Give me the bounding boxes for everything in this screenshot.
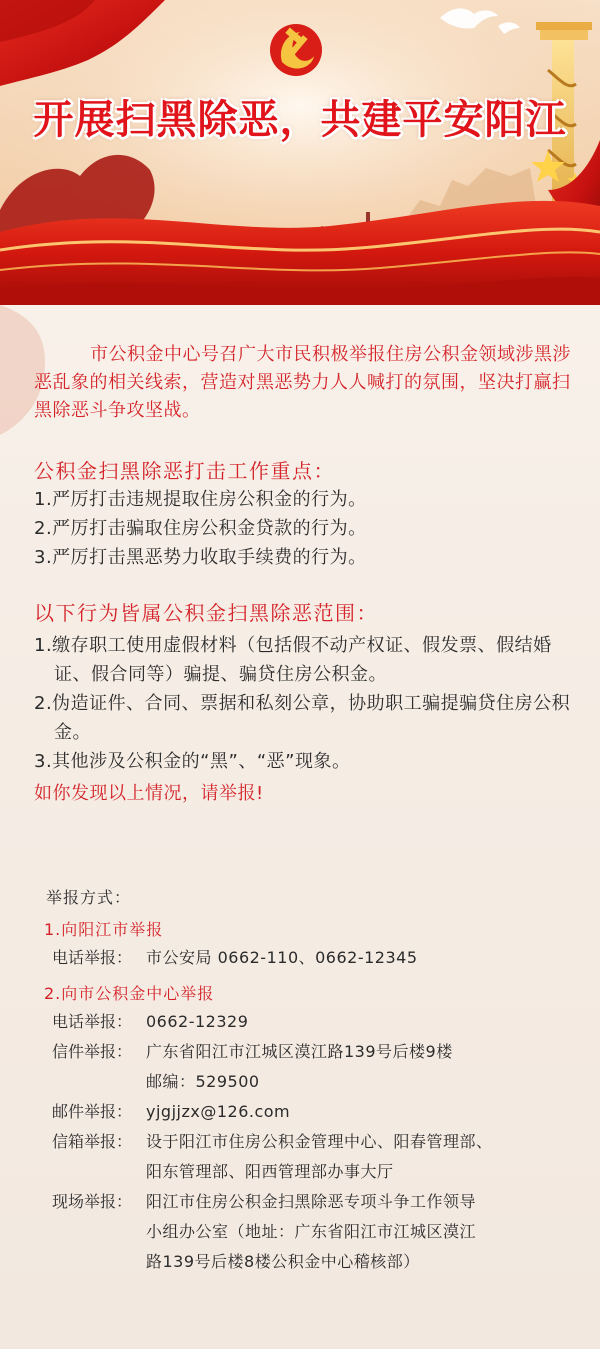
section2-heading: 以下行为皆属公积金扫黑除恶范围： (34, 601, 378, 625)
list-item: 3.其他涉及公积金的“黑”、“恶”现象。 (34, 751, 351, 772)
letter-label: 信件举报： (52, 1042, 133, 1061)
report-city-title: 1.向阳江市举报 (44, 920, 164, 939)
onsite-line: 小组办公室（地址：广东省阳江市江城区漠江 (146, 1222, 477, 1241)
intro-paragraph: 市公积金中心号召广大市民积极举报住房公积金领域涉黑涉恶乱象的相关线索，营造对黑恶势力人人喊打的氛围，坚决打赢扫黑除恶斗争攻坚战。 (34, 344, 571, 421)
mailbox-line: 阳东管理部、阳西管理部办事大厅 (146, 1162, 394, 1181)
report-call-to-action: 如你发现以上情况，请举报! (34, 783, 264, 804)
report-email-row (52, 1099, 572, 1125)
list-item: 3.严厉打击黑恶势力收取手续费的行为。 (34, 547, 367, 568)
list-item: 1.严厉打击违规提取住房公积金的行为。 (34, 489, 367, 510)
report-methods-title: 举报方式： (46, 888, 132, 907)
phone-value: 0662-12329 (146, 1012, 249, 1031)
email-value: yjgjjzx@126.com (146, 1102, 291, 1121)
report-onsite-row (52, 1189, 572, 1275)
banner (0, 0, 600, 305)
email-label: 邮件举报： (52, 1102, 133, 1121)
list-item: 2.严厉打击骗取住房公积金贷款的行为。 (34, 518, 367, 539)
list-item: 2.伪造证件、合同、票据和私刻公章，协助职工骗提骗贷住房公积金。 (34, 693, 571, 743)
letter-address: 广东省阳江市江城区漠江路139号后楼9楼 (146, 1042, 453, 1061)
report-center-title: 2.向市公积金中心举报 (44, 984, 215, 1003)
party-emblem-icon (270, 24, 322, 76)
onsite-label: 现场举报： (52, 1192, 133, 1211)
report-letter-row (52, 1039, 572, 1095)
onsite-value (146, 1189, 572, 1275)
onsite-line: 路139号后楼8楼公积金中心稽核部） (146, 1252, 420, 1271)
section1-list (34, 485, 574, 572)
mailbox-line: 设于阳江市住房公积金管理中心、阳春管理部、 (146, 1132, 493, 1151)
section1-heading: 公积金扫黑除恶打击工作重点： (34, 459, 335, 483)
letter-value (146, 1039, 572, 1095)
section2-list (34, 631, 574, 776)
list-item: 1.缴存职工使用虚假材料（包括假不动产权证、假发票、假结婚证、假合同等）骗提、骗贷住房公积金。 (34, 635, 552, 685)
phone-value: 市公安局 0662-110、0662-12345 (146, 948, 418, 967)
mailbox-value (146, 1129, 572, 1185)
onsite-line: 阳江市住房公积金扫黑除恶专项斗争工作领导 (146, 1192, 477, 1211)
letter-postcode: 邮编：529500 (146, 1072, 260, 1091)
banner-art (0, 0, 600, 305)
banner-title: 开展扫黑除恶，共建平安阳江 (33, 97, 567, 143)
report-city-phone-row (52, 945, 572, 971)
mailbox-label: 信箱举报： (52, 1132, 133, 1151)
report-center-phone-row (52, 1009, 572, 1035)
phone-label: 电话举报： (52, 948, 133, 967)
phone-label: 电话举报： (52, 1012, 133, 1031)
report-mailbox-row (52, 1129, 572, 1185)
